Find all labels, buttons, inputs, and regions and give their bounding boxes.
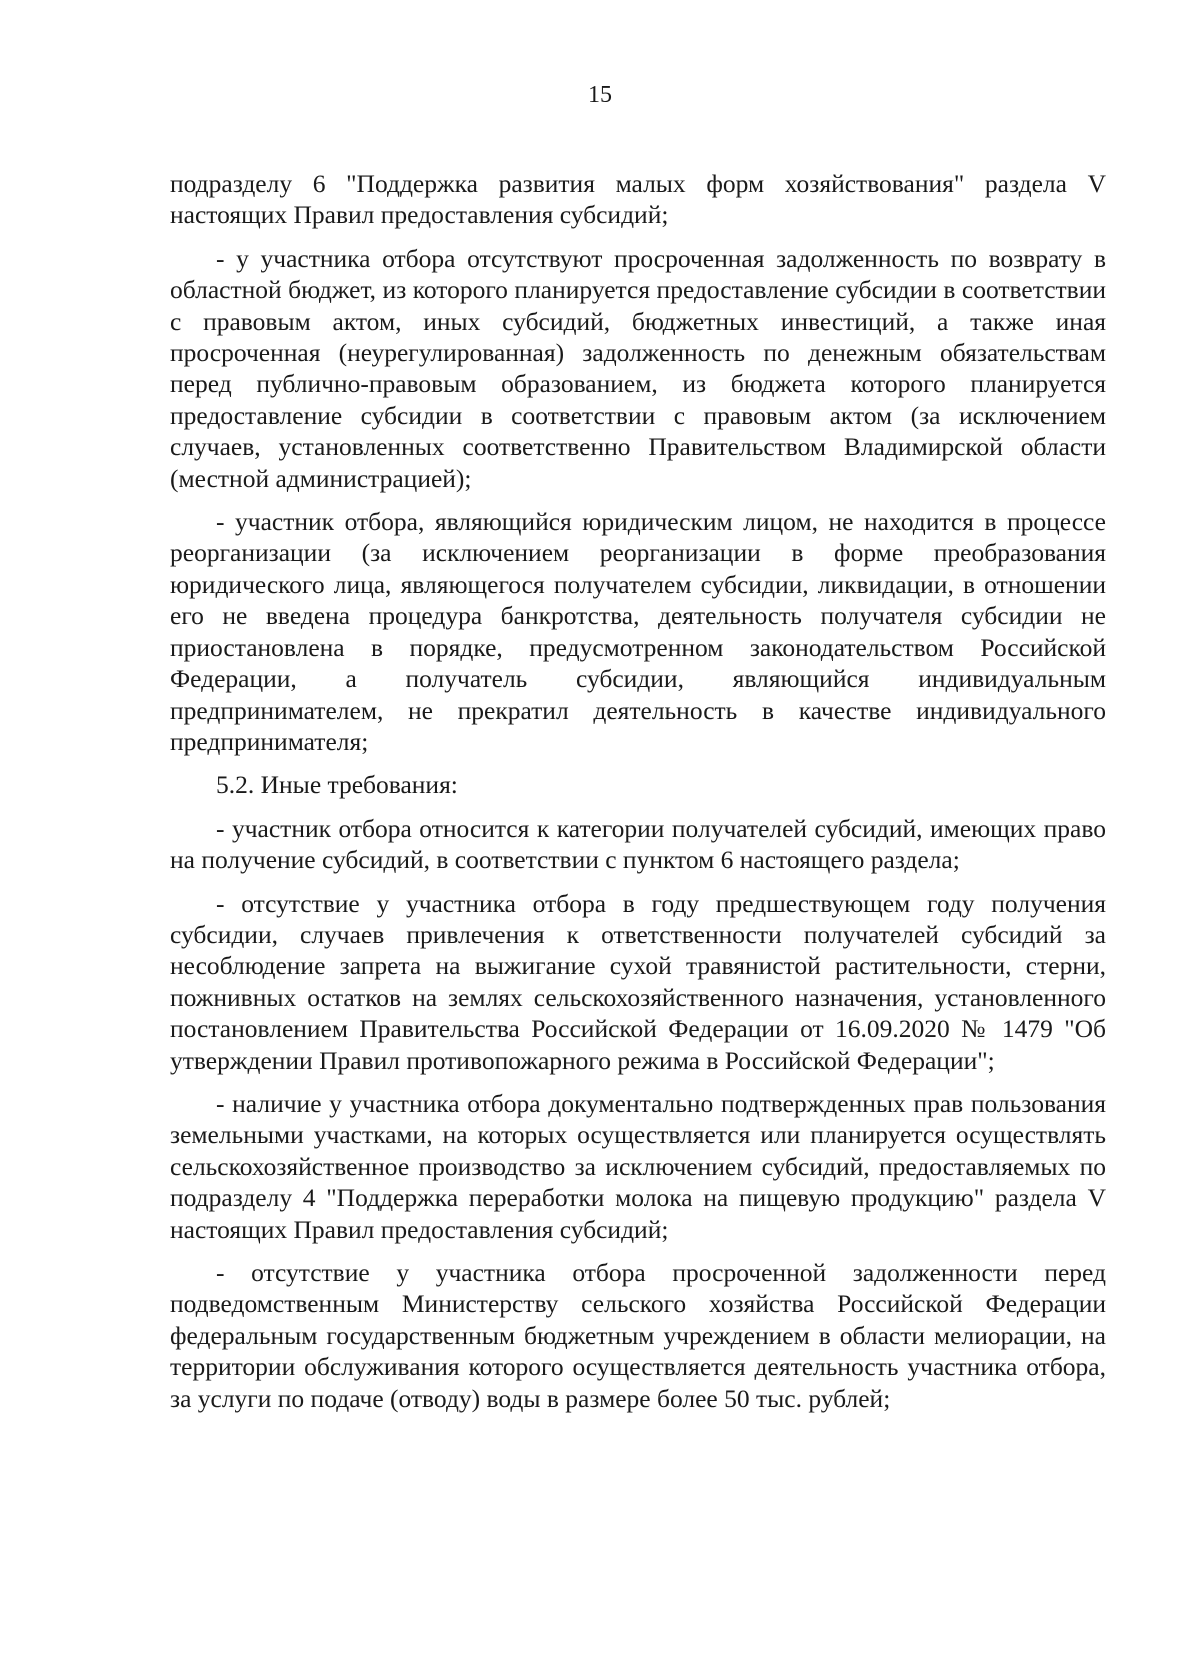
paragraph-no-melioration-debt: - отсутствие у участника отбора просроченной задолженности перед подведомственным Министерству сельского хозяйства Российской Федерации федеральным государственным бюджетным учреждением в области мелиорации, на территории обслуживания которого осуществляется деятельность участника отбора, за услуги по подаче (отводу) воды в размере более 50 тыс. рублей; <box>170 1258 1106 1413</box>
paragraph-no-overdue-debt: - у участника отбора отсутствуют просроченная задолженность по возврату в областной бюджет, из которого планируется предоставление субсидии в соответствии с правовым актом, иных субсидий, бюджетных инвестиций, а также иная просроченная (неурегулированная) задолженность по денежным обязательствам перед публично-правовым образованием, из бюджета которого планируется предоставление субсидии в соответствии с правовым актом (за исключением случаев, установленных соответственно Правительством Владимирской области (местной администрацией); <box>170 243 1106 493</box>
paragraph-continuation: подразделу 6 "Поддержка развития малых форм хозяйствования" раздела V настоящих Правил предоставления субсидий; <box>170 169 1106 230</box>
paragraph-no-reorganization: - участник отбора, являющийся юридическим лицом, не находится в процессе реорганизации (за исключением реорганизации в форме преобразования юридического лица, являющегося получателем субсидии, ликвидации, в отношении его не введена процедура банкротства, деятельность получателя субсидии не приостановлена в порядке, предусмотренном законодательством Российской Федерации, а получатель субсидии, являющийся индивидуальным предпринимателем, не прекратил деятельность в качестве индивидуального предпринимателя; <box>170 507 1106 756</box>
page-number: 15 <box>588 82 612 108</box>
paragraph-land-rights: - наличие у участника отбора документально подтвержденных прав пользования земельными участками, на которых осуществляется или планируется осуществлять сельскохозяйственное производство за исключением субсидий, предоставляемых по подразделу 4 "Поддержка переработки молока на пищевую продукцию" раздела V настоящих Правил предоставления субсидий; <box>170 1088 1106 1244</box>
section-heading-5-2: 5.2. Иные требования: <box>216 770 458 800</box>
paragraph-recipient-category: - участник отбора относится к категории получателей субсидий, имеющих право на получение субсидий, в соответствии с пунктом 6 настоящего раздела; <box>170 813 1106 875</box>
document-body <box>170 168 1106 1426</box>
paragraph-no-fire-violations: - отсутствие у участника отбора в году предшествующем году получения субсидии, случаев привлечения к ответственности получателей субсидий за несоблюдение запрета на выжигание сухой травянистой растительности, стерни, пожнивных остатков на землях сельскохозяйственного назначения, установленного постановлением Правительства Российской Федерации от 16.09.2020 № 1479 "Об утверждении Правил противопожарного режима в Российской Федерации"; <box>170 888 1106 1075</box>
